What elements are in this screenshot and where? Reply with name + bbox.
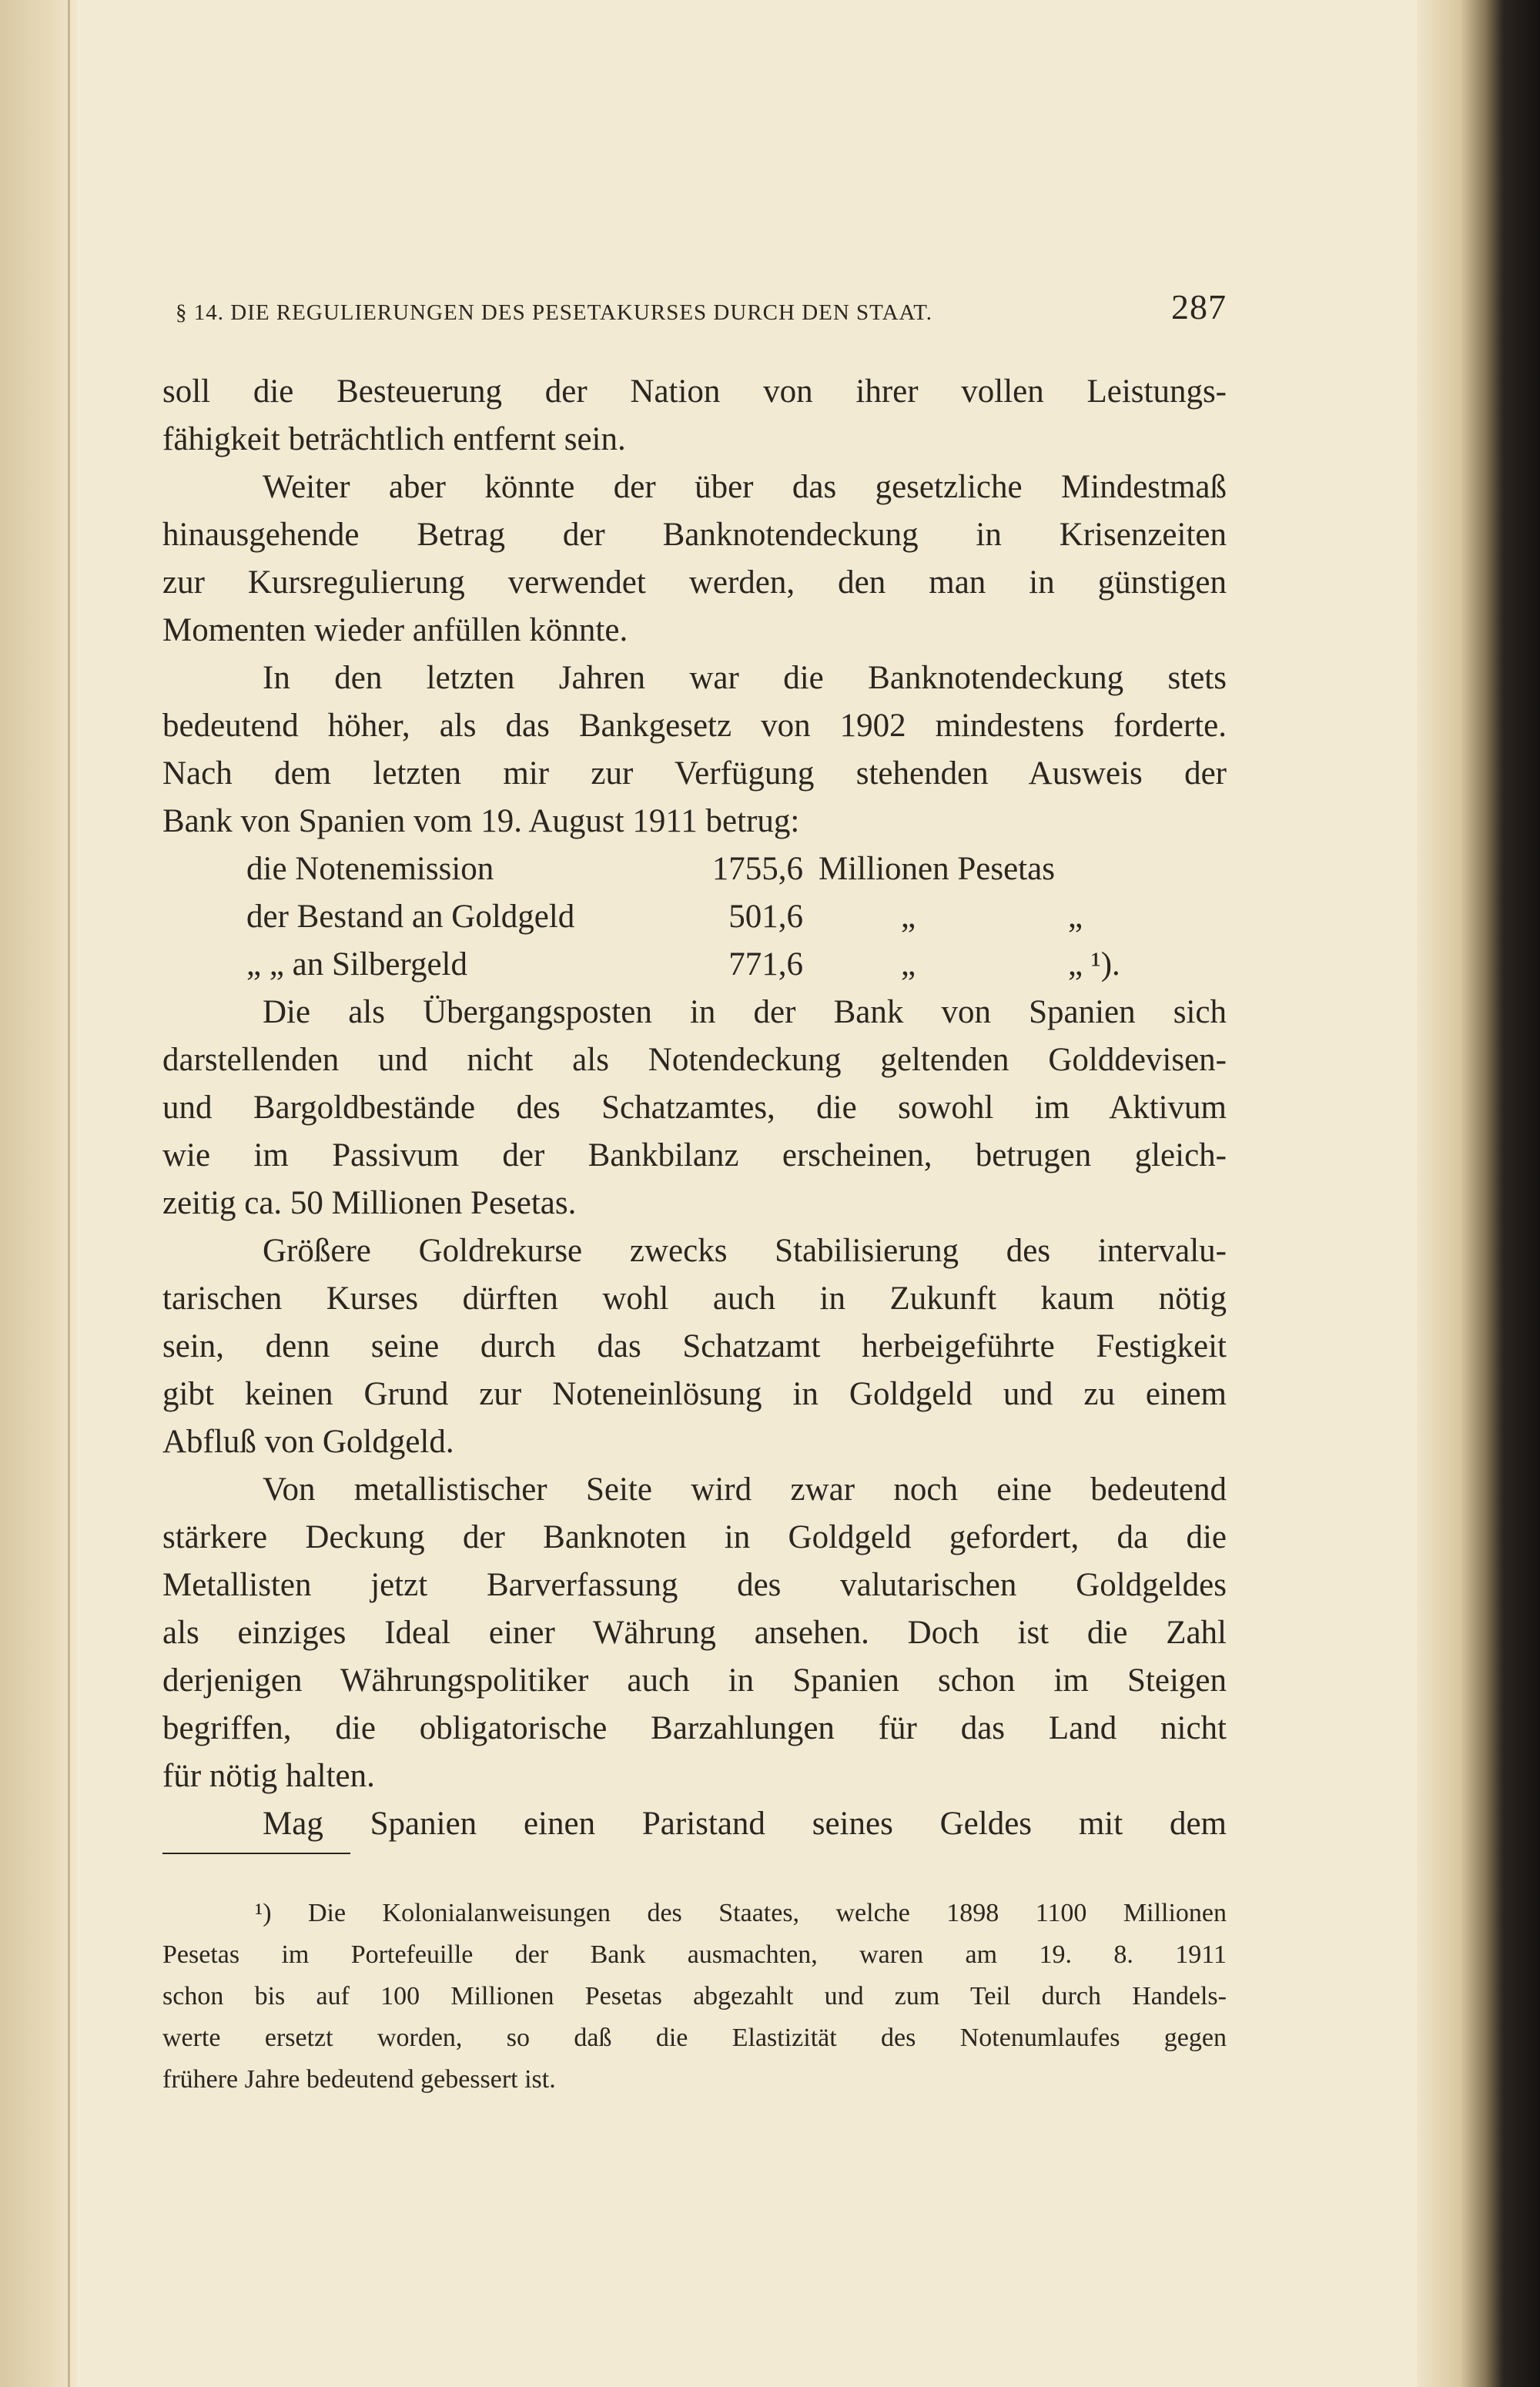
footnote [162, 1893, 1227, 2101]
text-line: ¹) Die Kolonialanweisungen des Staates, welche 1898 1100 Millionen [255, 1899, 1227, 1927]
table-row [162, 893, 1227, 941]
ditto-mark: „ [901, 946, 916, 983]
row-value: 771,6 [728, 946, 803, 983]
text-line: fähigkeit beträchtlich entfernt sein. [162, 421, 626, 457]
footnote-rule [162, 1853, 350, 1854]
text-line: schon bis auf 100 Millionen Pesetas abgezahlt und zum Teil durch Handels- [162, 1982, 1227, 2010]
text-line: soll die Besteuerung der Nation von ihrer vollen Leistungs- [162, 373, 1227, 410]
ditto-mark: „ [1068, 899, 1083, 935]
ditto-mark: „ ¹). [1068, 946, 1120, 983]
text-line: Momenten wieder anfüllen könnte. [162, 612, 628, 648]
text-line: begriffen, die obligatorische Barzahlungen für das Land nicht [162, 1710, 1227, 1746]
table-row [162, 845, 1227, 893]
text-line: werte ersetzt worden, so daß die Elastizität des Notenumlaufes gegen [162, 2024, 1227, 2052]
header-title: § 14. DIE REGULIERUNGEN DES PESETAKURSES DURCH DEN STAAT. [176, 300, 933, 325]
body-text [162, 368, 1227, 1848]
text-line: darstellenden und nicht als Notendeckung geltenden Golddevisen- [162, 1042, 1227, 1078]
row-value: 1755,6 [711, 851, 803, 887]
text-line: wie im Passivum der Bankbilanz erscheinen, betrugen gleich- [162, 1137, 1227, 1173]
page-edge [1417, 0, 1540, 2387]
text-line: Metallisten jetzt Barverfassung des valutarischen Goldgeldes [162, 1567, 1227, 1603]
gutter-line [68, 0, 70, 2387]
text-line: Weiter aber könnte der über das gesetzliche Mindestmaß [263, 469, 1227, 505]
text-line: Die als Übergangsposten in der Bank von Spanien sich [263, 994, 1227, 1030]
text-line: Von metallistischer Seite wird zwar noch eine bedeutend [263, 1471, 1227, 1508]
text-line: bedeutend höher, als das Bankgesetz von 1902 mindestens forderte. [162, 708, 1227, 744]
text-line: In den letzten Jahren war die Banknotendeckung stets [263, 660, 1227, 696]
text-line: zur Kursregulierung verwendet werden, den man in günstigen [162, 564, 1227, 601]
text-line: Bank von Spanien vom 19. August 1911 betrug: [162, 803, 800, 839]
row-label: der Bestand an Goldgeld [246, 899, 575, 935]
page-gutter [0, 0, 77, 2387]
text-line: Abfluß von Goldgeld. [162, 1424, 454, 1460]
text-line: Pesetas im Portefeuille der Bank ausmachten, waren am 19. 8. 1911 [162, 1940, 1227, 1969]
paragraphs-before-table [162, 368, 1227, 845]
text-line: Größere Goldrekurse zwecks Stabilisierung des intervalu- [263, 1233, 1227, 1269]
text-line: Nach dem letzten mir zur Verfügung stehenden Ausweis der [162, 755, 1227, 792]
running-header [176, 287, 1227, 331]
row-label: die Notenemission [246, 851, 494, 887]
text-line: tarischen Kurses dürften wohl auch in Zukunft kaum nötig [162, 1281, 1227, 1317]
figures-table [162, 845, 1227, 989]
text-line: sein, denn seine durch das Schatzamt herbeigeführte Festigkeit [162, 1328, 1227, 1364]
text-line: hinausgehende Betrag der Banknotendeckung in Krisenzeiten [162, 517, 1227, 553]
ditto-mark: „ [901, 899, 916, 935]
row-label: „ „ an Silbergeld [246, 946, 467, 983]
text-line: zeitig ca. 50 Millionen Pesetas. [162, 1185, 577, 1221]
text-line: für nötig halten. [162, 1758, 375, 1794]
row-unit: Millionen Pesetas [819, 851, 1055, 887]
text-line: derjenigen Währungspolitiker auch in Spanien schon im Steigen [162, 1662, 1227, 1699]
text-line: als einziges Ideal einer Währung ansehen. Doch ist die Zahl [162, 1615, 1227, 1651]
row-value: 501,6 [728, 899, 803, 935]
text-line: frühere Jahre bedeutend gebessert ist. [162, 2065, 556, 2094]
paragraphs-after-table [162, 989, 1227, 1848]
table-row [162, 941, 1227, 989]
text-line: stärkere Deckung der Banknoten in Goldgeld gefordert, da die [162, 1519, 1227, 1555]
text-line: und Bargoldbestände des Schatzamtes, die sowohl im Aktivum [162, 1090, 1227, 1126]
text-line: Mag Spanien einen Paristand seines Geldes mit dem [263, 1806, 1227, 1842]
text-line: gibt keinen Grund zur Noteneinlösung in Goldgeld und zu einem [162, 1376, 1227, 1412]
page-number: 287 [1171, 287, 1227, 326]
